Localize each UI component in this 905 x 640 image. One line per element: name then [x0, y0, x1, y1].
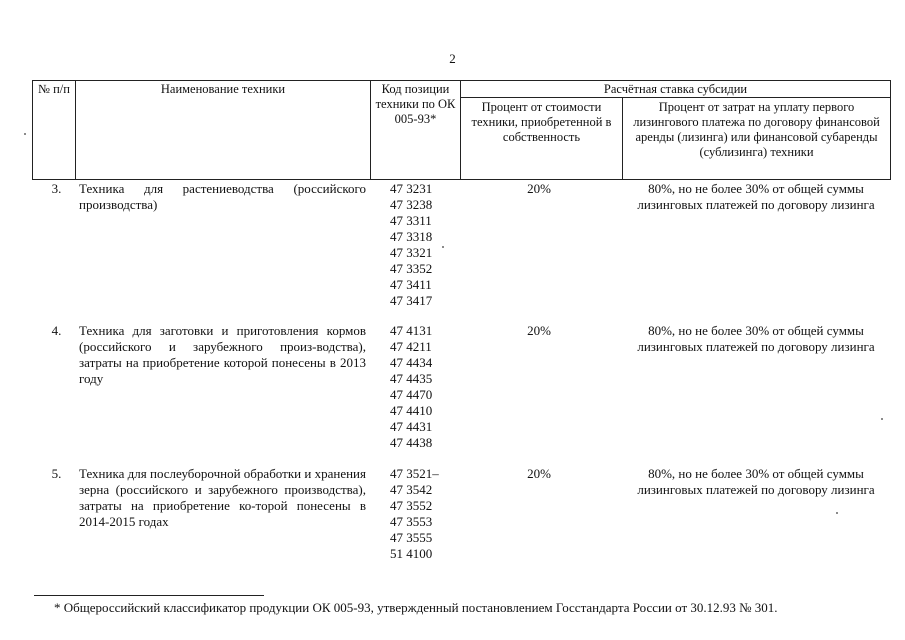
row-name: Техника для послеуборочной обработки и хранения зерна (российского и зарубежного производства), затраты на приобретение ко-торой понесены в 2014-2015 годах — [79, 466, 366, 529]
row-lease: 80%, но не более 30% от общей суммы лизинговых платежей по договору лизинга — [637, 323, 875, 354]
code-item: 47 4131 — [390, 323, 433, 338]
row-number: 3. — [51, 181, 62, 196]
scan-speck — [24, 133, 26, 135]
page-number: 2 — [449, 51, 456, 66]
header-rate-group: Расчётная ставка субсидии — [461, 81, 891, 98]
scan-speck — [442, 246, 444, 248]
header-code: Код позиции техники по ОК 005-93* — [371, 81, 461, 180]
code-item: 47 3417 — [390, 293, 433, 308]
header-rate-lease: Процент от затрат на уплату первого лизингового платежа по договору финансовой аренды (лизинга) или финансовой субаренды (сублизинга) техники — [623, 98, 891, 180]
code-item: 47 3521– — [390, 466, 439, 481]
row-name: Техника для растениеводства (российского производства) — [79, 181, 366, 212]
code-item: 47 4438 — [390, 435, 433, 450]
row-codes — [390, 466, 456, 562]
scan-speck — [836, 512, 838, 514]
table-header — [32, 80, 891, 180]
header-rate-own: Процент от стоимости техники, приобретенной в собственность — [461, 98, 623, 180]
row-lease: 80%, но не более 30% от общей суммы лизинговых платежей по договору лизинга — [637, 466, 875, 497]
code-item: 47 4434 — [390, 355, 433, 370]
row-codes — [390, 181, 456, 309]
row-pct: 20% — [527, 323, 551, 338]
code-item: 47 3231 — [390, 181, 433, 196]
code-item: 47 3311 — [390, 213, 432, 228]
code-item: 47 4410 — [390, 403, 433, 418]
scan-speck — [881, 418, 883, 420]
code-item: 47 3542 — [390, 482, 433, 497]
code-item: 47 3238 — [390, 197, 433, 212]
code-item: 47 3411 — [390, 277, 432, 292]
code-item: 47 4470 — [390, 387, 433, 402]
code-item: 47 3352 — [390, 261, 433, 276]
code-item: 47 3555 — [390, 530, 433, 545]
code-item: 47 3318 — [390, 229, 433, 244]
code-item: 47 3553 — [390, 514, 433, 529]
code-item: 47 4435 — [390, 371, 433, 386]
row-pct: 20% — [527, 181, 551, 196]
code-item: 47 4211 — [390, 339, 432, 354]
row-number: 4. — [51, 323, 62, 338]
row-number: 5. — [51, 466, 62, 481]
header-num: № п/п — [33, 81, 76, 180]
footnote-rule — [34, 595, 264, 596]
row-lease: 80%, но не более 30% от общей суммы лизинговых платежей по договору лизинга — [637, 181, 875, 212]
code-item: 47 3552 — [390, 498, 433, 513]
code-item: 47 4431 — [390, 419, 433, 434]
row-name: Техника для заготовки и приготовления кормов (российского и зарубежного произ-водства), затраты на приобретение которой понесены в 2013 году — [79, 323, 366, 386]
header-name: Наименование техники — [76, 81, 371, 180]
row-codes — [390, 323, 456, 451]
code-item: 51 4100 — [390, 546, 433, 561]
row-pct: 20% — [527, 466, 551, 481]
footnote: * Общероссийский классификатор продукции ОК 005-93, утвержденный постановлением Госстандарта России от 30.12.93 № 301. — [54, 600, 778, 615]
code-item: 47 3321 — [390, 245, 433, 260]
